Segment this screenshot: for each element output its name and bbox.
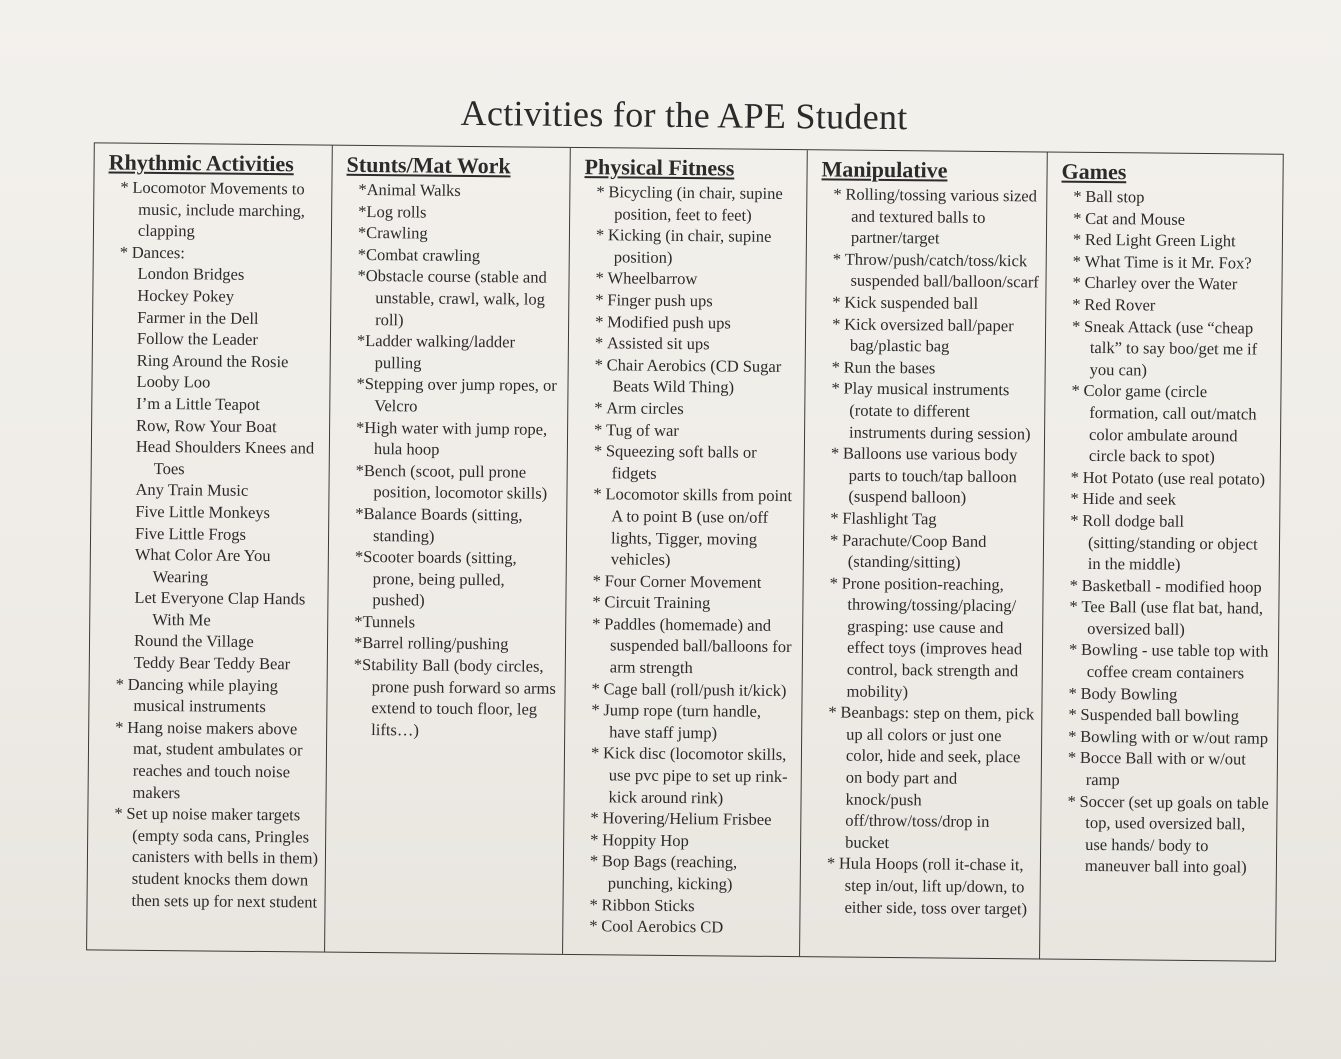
asterisk-bullet-icon: * xyxy=(828,702,837,722)
column-heading: Stunts/Mat Work xyxy=(346,151,511,179)
asterisk-bullet-icon: * xyxy=(589,916,598,936)
activity-text: Bop Bags (reaching, punching, kicking) xyxy=(601,851,738,894)
asterisk-bullet-icon: * xyxy=(1069,575,1078,595)
activity-list xyxy=(101,176,325,912)
asterisk-bullet-icon: * xyxy=(826,853,836,873)
column-stunts-mat-work xyxy=(325,146,571,954)
activity-list-item xyxy=(342,546,560,613)
asterisk-bullet-icon: * xyxy=(1072,316,1081,336)
activity-text: *Combat crawling xyxy=(357,244,481,265)
activity-list-item xyxy=(344,416,561,461)
activity-text: Let Everyone Clap Hands With Me xyxy=(134,588,306,630)
activity-list-item xyxy=(343,503,560,548)
activity-text: Kick suspended ball xyxy=(844,292,979,313)
activity-text: Finger push ups xyxy=(607,290,713,311)
activity-list-item xyxy=(583,332,799,356)
asterisk-bullet-icon: * xyxy=(594,354,604,375)
activity-text: *Obstacle course (stable and unstable, crawl, walk, log roll) xyxy=(357,266,547,329)
activity-list-item xyxy=(818,529,1037,574)
asterisk-bullet-icon: * xyxy=(832,314,841,334)
activity-text: Hula Hoops (roll it-chase it, step in/out, lift up/down, to either side, toss over target) xyxy=(838,853,1028,918)
column-physical-fitness xyxy=(563,148,808,956)
activity-text: Five Little Frogs xyxy=(134,523,247,544)
activity-list-item xyxy=(345,330,562,375)
asterisk-bullet-icon: * xyxy=(1067,748,1077,768)
activity-text: I’m a Little Teapot xyxy=(136,393,261,414)
document-title: Activities for the APE Student xyxy=(460,92,908,138)
activity-text: Roll dodge ball (sitting/standing or object in the middle) xyxy=(1082,510,1258,574)
activity-list-item xyxy=(580,591,796,615)
activity-list-item xyxy=(819,378,1039,445)
activity-list-item xyxy=(342,632,559,656)
asterisk-bullet-icon: * xyxy=(590,743,600,763)
asterisk-bullet-icon: * xyxy=(119,242,129,262)
activity-text: *Tunnels xyxy=(354,611,416,632)
activity-text: Tee Ball (use flat bat, hand, oversized ball) xyxy=(1081,597,1264,639)
activity-list-item xyxy=(344,373,561,418)
activity-list-item xyxy=(108,176,326,243)
activity-list-item xyxy=(578,742,795,809)
asterisk-bullet-icon: * xyxy=(830,508,839,528)
asterisk-bullet-icon: * xyxy=(594,398,603,418)
activity-text: Paddles (homemade) and suspended ball/balloons for arm strength xyxy=(604,614,792,678)
activity-list-item xyxy=(1061,186,1276,210)
activity-list-item xyxy=(577,915,793,939)
activity-text: *Ladder walking/ladder pulling xyxy=(356,331,516,373)
column-heading: Manipulative xyxy=(821,156,948,183)
activity-list xyxy=(577,181,800,939)
asterisk-bullet-icon: * xyxy=(1068,704,1077,725)
activity-list-item xyxy=(1061,229,1276,253)
activity-text: *Stability Ball (body circles, prone push forward so arms extend to touch floor, leg lifts…) xyxy=(353,654,556,740)
activity-text: London Bridges xyxy=(137,264,245,285)
dance-list-item xyxy=(107,328,324,352)
asterisk-bullet-icon: * xyxy=(1072,294,1081,314)
activity-text: Dancing while playing musical instruments xyxy=(127,674,279,717)
asterisk-bullet-icon: * xyxy=(593,484,602,504)
asterisk-bullet-icon: * xyxy=(591,700,600,720)
activity-list-item xyxy=(820,356,1039,380)
activity-text: Ring Around the Rosie xyxy=(136,350,289,371)
activity-text: Five Little Monkeys xyxy=(135,501,271,522)
asterisk-bullet-icon: * xyxy=(1070,489,1079,509)
activity-text: Wheelbarrow xyxy=(607,268,698,289)
activity-list-item xyxy=(1058,574,1273,598)
asterisk-bullet-icon: * xyxy=(589,851,599,871)
activity-list-item xyxy=(815,702,1035,855)
asterisk-bullet-icon: * xyxy=(592,592,601,612)
activity-list-item xyxy=(582,397,798,421)
column-rhythmic-activities xyxy=(87,143,333,951)
activity-text: Color game (circle formation, call out/match color ambulate around circle back to spot) xyxy=(1083,381,1257,467)
asterisk-bullet-icon: * xyxy=(595,225,605,245)
activity-list-item xyxy=(1056,725,1271,749)
activity-text: Body Bowling xyxy=(1080,683,1178,704)
activity-list-item xyxy=(346,222,563,246)
activity-list-item xyxy=(346,244,563,268)
activity-list-item xyxy=(816,572,1036,704)
activity-list-item xyxy=(346,179,563,203)
activity-list-item xyxy=(1059,380,1275,468)
activity-list-item xyxy=(1060,294,1275,318)
activity-text: Bowling with or w/out ramp xyxy=(1080,726,1269,748)
activity-text: Kicking (in chair, supine position) xyxy=(607,225,772,267)
activity-text: Locomotor Movements to music, include marching, clapping xyxy=(132,177,306,241)
asterisk-bullet-icon: * xyxy=(595,311,604,331)
activity-list-item xyxy=(582,440,798,485)
activity-list-item xyxy=(584,181,800,226)
dance-list-item xyxy=(105,479,322,503)
asterisk-bullet-icon: * xyxy=(589,894,598,914)
asterisk-bullet-icon: * xyxy=(591,678,600,698)
activity-text: Ribbon Sticks xyxy=(601,894,695,915)
activity-text: Jump rope (turn handle, have staff jump) xyxy=(603,700,762,743)
asterisk-bullet-icon: * xyxy=(1070,510,1079,530)
activity-text: *Log rolls xyxy=(358,201,427,222)
column-games xyxy=(1040,153,1283,961)
activity-text: Prone position-reaching, throwing/tossing/placing/ grasping: use cause and effect toys (improves head control, back strength and mobility) xyxy=(841,573,1023,701)
asterisk-bullet-icon: * xyxy=(596,182,605,202)
activity-list-item xyxy=(583,289,799,313)
activity-list-item xyxy=(580,613,797,680)
activity-text: Bicycling (in chair, supine position, feet to feet) xyxy=(608,182,783,225)
activity-list-item xyxy=(341,654,559,742)
activity-text: Rolling/tossing various sized and textured balls to partner/target xyxy=(845,184,1038,248)
dance-list-item xyxy=(104,587,321,632)
activity-list-item xyxy=(1056,704,1271,728)
activity-text: *Bench (scoot, pull prone position, locomotor skills) xyxy=(355,460,548,504)
asterisk-bullet-icon: * xyxy=(831,357,841,377)
activity-list-item xyxy=(582,354,798,399)
activity-text: Hockey Pokey xyxy=(137,285,235,306)
activity-list-item xyxy=(343,459,560,504)
activity-text: Dances: xyxy=(131,242,186,263)
activity-text: *Scooter boards (sitting, prone, being pulled, pushed) xyxy=(354,546,517,610)
activity-text: *Animal Walks xyxy=(358,179,461,200)
activity-text: Red Rover xyxy=(1084,294,1156,315)
activity-text: Hovering/Helium Frisbee xyxy=(602,808,772,830)
dance-list-item xyxy=(104,630,321,654)
activity-text: Kick oversized ball/paper bag/plastic bag xyxy=(844,314,1014,356)
activity-text: Farmer in the Dell xyxy=(137,307,259,328)
activity-text: Run the bases xyxy=(843,357,936,378)
column-heading: Physical Fitness xyxy=(584,154,735,181)
activity-list-item xyxy=(821,183,1041,250)
activity-list-item xyxy=(584,224,800,269)
activity-text: Play musical instruments (rotate to different instruments during session) xyxy=(843,378,1031,443)
activity-text: Looby Loo xyxy=(136,372,211,392)
activity-text: Sneak Attack (use “cheap talk” to say boo/get me if you can) xyxy=(1084,316,1258,380)
asterisk-bullet-icon: * xyxy=(595,268,604,288)
activity-text: Bowling - use table top with coffee cream containers xyxy=(1080,640,1269,683)
activity-text: Kick disc (locomotor skills, use pvc pipe to set up rink- kick around rink) xyxy=(602,743,788,808)
activity-list-item xyxy=(108,241,325,265)
activity-text: Soccer (set up goals on table top, used oversized ball, use hands/ body to maneuver ball into goal) xyxy=(1079,791,1269,877)
asterisk-bullet-icon: * xyxy=(1072,251,1082,271)
activity-list-item xyxy=(346,200,563,224)
activity-text: *Balance Boards (sitting, standing) xyxy=(355,503,523,546)
activity-text: Balloons use various body parts to touch/tap balloon (suspend balloon) xyxy=(842,443,1018,508)
activity-text: Bocce Ball with or w/out ramp xyxy=(1079,748,1246,790)
activity-text: Arm circles xyxy=(606,398,684,418)
asterisk-bullet-icon: * xyxy=(594,419,603,439)
asterisk-bullet-icon: * xyxy=(829,529,839,550)
activity-list-item xyxy=(345,265,563,332)
activity-list-item xyxy=(1056,747,1271,792)
activity-text: Round the Village xyxy=(133,631,254,652)
activity-text: Chair Aerobics (CD Sugar Beats Wild Thing) xyxy=(606,355,782,397)
activity-list-item xyxy=(814,853,1034,920)
activity-text: Throw/push/catch/toss/kick suspended ball/balloon/scarf xyxy=(844,249,1039,292)
activity-text: Cat and Mouse xyxy=(1085,208,1186,229)
dance-list-item xyxy=(106,414,323,438)
activity-text: Teddy Bear Teddy Bear xyxy=(133,652,291,674)
asterisk-bullet-icon: * xyxy=(831,378,840,398)
column-heading: Rhythmic Activities xyxy=(108,149,294,177)
asterisk-bullet-icon: * xyxy=(114,803,123,823)
activity-text: *High water with jump rope, hula hoop xyxy=(356,417,548,459)
asterisk-bullet-icon: * xyxy=(115,674,124,694)
activity-list-item xyxy=(1061,250,1276,274)
activity-text: Parachute/Coop Band (standing/sitting) xyxy=(841,530,987,572)
activity-list-item xyxy=(1057,596,1272,641)
activity-text: Head Shoulders Knees and Toes xyxy=(135,436,315,478)
activity-list-item xyxy=(1060,315,1276,382)
activity-text: Squeezing soft balls or fidgets xyxy=(605,441,757,483)
activity-list xyxy=(814,183,1040,919)
activity-text: Red Light Green Light xyxy=(1084,230,1236,251)
activity-list-item xyxy=(342,611,559,635)
activity-text: Tug of war xyxy=(606,419,679,440)
dance-list-item xyxy=(104,652,321,676)
asterisk-bullet-icon: * xyxy=(593,441,603,461)
dance-list-item xyxy=(107,284,324,308)
dance-list-item xyxy=(107,349,324,373)
activity-list-item xyxy=(818,507,1037,531)
asterisk-bullet-icon: * xyxy=(1067,791,1076,811)
activity-text: Four Corner Movement xyxy=(604,570,762,592)
activity-text: Flashlight Tag xyxy=(842,508,937,529)
activity-text: Any Train Music xyxy=(135,480,249,501)
activity-list-item xyxy=(1056,682,1271,706)
activity-list xyxy=(1055,186,1277,879)
asterisk-bullet-icon: * xyxy=(1073,208,1082,228)
activity-text: Assisted sit ups xyxy=(606,333,710,354)
activity-text: What Time is it Mr. Fox? xyxy=(1084,251,1252,273)
activity-list-item xyxy=(1058,510,1274,577)
asterisk-bullet-icon: * xyxy=(1071,381,1080,401)
activity-text: Charley over the Water xyxy=(1084,273,1238,294)
dance-list-item xyxy=(107,306,324,330)
activity-text: *Stepping over jump ropes, or Velcro xyxy=(356,374,557,416)
activity-list-item xyxy=(578,850,794,895)
activity-list-item xyxy=(820,291,1039,315)
activity-list-item xyxy=(583,267,799,291)
activity-text: Row, Row Your Boat xyxy=(136,415,277,436)
activity-text: Follow the Leader xyxy=(136,328,259,350)
activity-text: Ball stop xyxy=(1085,186,1145,207)
activity-text: Cage ball (roll/push it/kick) xyxy=(603,678,787,700)
dance-list-item xyxy=(107,263,324,287)
activity-list-item xyxy=(820,313,1039,358)
asterisk-bullet-icon: * xyxy=(832,249,842,269)
activity-text: *Crawling xyxy=(357,223,428,243)
activity-list-item xyxy=(103,673,320,718)
dance-list-item xyxy=(105,522,322,546)
dance-list-item xyxy=(106,392,323,416)
dance-list-item xyxy=(106,436,323,481)
activity-list-item xyxy=(581,570,797,594)
activity-list-item xyxy=(818,442,1038,509)
asterisk-bullet-icon: * xyxy=(1072,229,1082,250)
activity-list-item xyxy=(581,483,798,571)
asterisk-bullet-icon: * xyxy=(1068,640,1078,660)
activity-list xyxy=(341,179,563,742)
asterisk-bullet-icon: * xyxy=(1068,683,1077,703)
activity-text: Hoppity Hop xyxy=(602,830,689,850)
activities-table xyxy=(86,142,1284,961)
activity-text: *Barrel rolling/pushing xyxy=(353,633,509,654)
activity-text: Modified push ups xyxy=(607,311,731,333)
asterisk-bullet-icon: * xyxy=(1068,726,1077,746)
asterisk-bullet-icon: * xyxy=(595,290,604,310)
activity-list-item xyxy=(583,311,799,335)
asterisk-bullet-icon: * xyxy=(592,614,601,634)
asterisk-bullet-icon: * xyxy=(1073,186,1082,206)
activity-list-item xyxy=(101,803,319,913)
document-page xyxy=(56,78,1305,1010)
column-heading: Games xyxy=(1061,158,1127,185)
activity-list-item xyxy=(1060,272,1275,296)
activity-text: Suspended ball bowling xyxy=(1080,705,1240,726)
activity-text: Beanbags: step on them, pick up all colors or just one color, hide and seek, place on body part and knock/push off/throw/toss/drop in bucket xyxy=(840,702,1035,852)
asterisk-bullet-icon: * xyxy=(120,177,129,197)
asterisk-bullet-icon: * xyxy=(1069,597,1078,617)
dance-list-item xyxy=(106,371,323,395)
asterisk-bullet-icon: * xyxy=(590,808,599,828)
asterisk-bullet-icon: * xyxy=(1070,467,1080,487)
activity-list-item xyxy=(1057,639,1272,684)
dance-list-item xyxy=(105,544,322,589)
column-manipulative xyxy=(800,150,1048,958)
dance-list-item xyxy=(105,500,322,524)
activity-text: Cool Aerobics CD xyxy=(601,916,724,937)
activity-list-item xyxy=(102,716,320,804)
asterisk-bullet-icon: * xyxy=(592,570,601,590)
asterisk-bullet-icon: * xyxy=(594,333,604,353)
activity-list-item xyxy=(577,894,793,918)
activity-list-item xyxy=(1061,207,1276,231)
activity-list-item xyxy=(578,829,794,853)
activity-list-item xyxy=(1059,466,1274,490)
activity-list-item xyxy=(1055,790,1271,878)
activity-text: Hang noise makers above mat, student ambulates or reaches and touch noise makers xyxy=(127,717,303,802)
asterisk-bullet-icon: * xyxy=(830,443,840,463)
activity-text: Hide and seek xyxy=(1082,489,1177,510)
asterisk-bullet-icon: * xyxy=(590,829,599,850)
activity-list-item xyxy=(820,248,1039,293)
asterisk-bullet-icon: * xyxy=(1072,273,1081,293)
activity-list-item xyxy=(578,807,794,831)
asterisk-bullet-icon: * xyxy=(115,717,124,737)
activity-text: Circuit Training xyxy=(604,592,711,613)
activity-text: What Color Are You Wearing xyxy=(134,544,271,587)
activity-list-item xyxy=(1058,488,1273,512)
activity-text: Set up noise maker targets (empty soda cans, Pringles canisters with bells in them) student knocks them down then sets up for next student xyxy=(126,803,319,912)
activity-text: Basketball - modified hoop xyxy=(1081,575,1262,597)
activity-list-item xyxy=(580,678,796,702)
asterisk-bullet-icon: * xyxy=(832,292,841,312)
activity-list-item xyxy=(582,419,798,443)
activity-text: Hot Potato (use real potato) xyxy=(1082,467,1266,489)
asterisk-bullet-icon: * xyxy=(829,573,838,593)
asterisk-bullet-icon: * xyxy=(833,184,842,204)
activity-list-item xyxy=(579,699,795,744)
activity-text: Locomotor skills from point A to point B (use on/off lights, Tigger, moving vehicles) xyxy=(605,484,793,570)
